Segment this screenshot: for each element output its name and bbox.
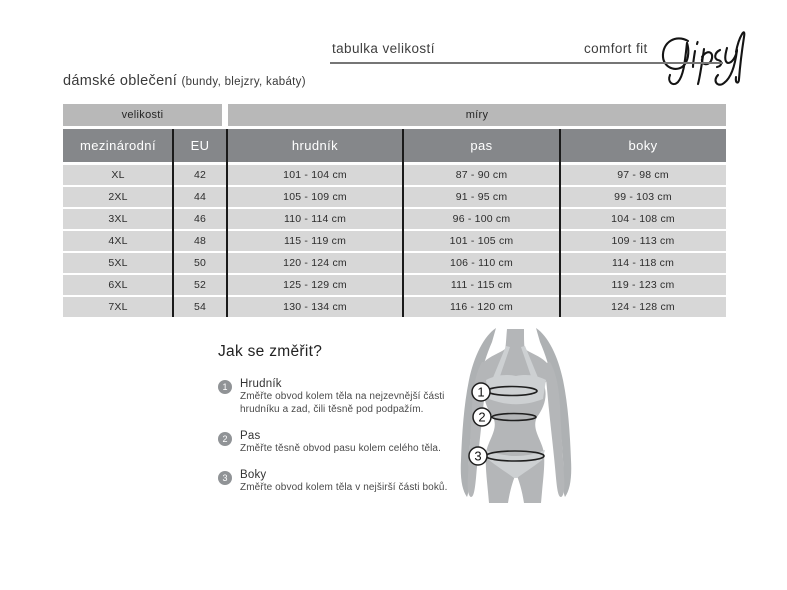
table-cell: 4XL (63, 231, 173, 251)
column-header: hrudník (227, 129, 403, 162)
list-item-text (240, 378, 468, 416)
table-row (63, 275, 726, 295)
table-cell: XL (63, 165, 173, 185)
female-silhouette-figure (440, 318, 620, 518)
table-row (63, 165, 726, 185)
table-cell: 96 - 100 cm (403, 209, 560, 229)
table-cell: 130 - 134 cm (227, 297, 403, 317)
table-cell: 2XL (63, 187, 173, 207)
table-cell: 54 (173, 297, 227, 317)
list-item-text (240, 469, 447, 494)
table-cell: 101 - 105 cm (403, 231, 560, 251)
table-cell: 124 - 128 cm (560, 297, 726, 317)
column-header: boky (560, 129, 726, 162)
table-row (63, 297, 726, 317)
marker-number: 2 (478, 409, 486, 425)
list-item-label: Boky (240, 469, 267, 481)
table-cell: 101 - 104 cm (227, 165, 403, 185)
number-badge: 2 (218, 432, 232, 446)
list-item-text (240, 430, 441, 455)
table-cell: 7XL (63, 297, 173, 317)
table-row (63, 209, 726, 229)
table-row (63, 231, 726, 251)
column-header: mezinárodní (63, 129, 173, 162)
table-cell: 115 - 119 cm (227, 231, 403, 251)
size-table-body (63, 165, 726, 317)
column-divider (226, 129, 228, 317)
section-title (63, 73, 306, 89)
marker-number: 1 (477, 384, 485, 400)
table-cell: 46 (173, 209, 227, 229)
page-title: tabulka velikostí (332, 41, 435, 56)
number-badge: 1 (218, 380, 232, 394)
how-to-measure-section (218, 343, 470, 508)
column-divider (172, 129, 174, 317)
table-cell: 44 (173, 187, 227, 207)
list-item-desc: Změřte těsně obvod pasu kolem celého těla. (240, 443, 441, 454)
fit-label: comfort fit (584, 41, 648, 56)
group-header-measures: míry (228, 104, 726, 126)
table-cell: 42 (173, 165, 227, 185)
table-group-header-row (63, 104, 726, 126)
table-cell: 50 (173, 253, 227, 273)
table-cell: 104 - 108 cm (560, 209, 726, 229)
header-divider (330, 62, 723, 64)
size-table (63, 104, 726, 319)
column-header: pas (403, 129, 560, 162)
table-cell: 106 - 110 cm (403, 253, 560, 273)
table-row (63, 253, 726, 273)
table-cell: 111 - 115 cm (403, 275, 560, 295)
table-cell: 91 - 95 cm (403, 187, 560, 207)
list-item (218, 430, 470, 455)
table-cell: 110 - 114 cm (227, 209, 403, 229)
table-cell: 87 - 90 cm (403, 165, 560, 185)
table-cell: 5XL (63, 253, 173, 273)
table-cell: 52 (173, 275, 227, 295)
table-cell: 48 (173, 231, 227, 251)
column-divider (559, 129, 561, 317)
size-table-header-row (63, 129, 726, 162)
number-badge: 3 (218, 471, 232, 485)
how-to-title: Jak se změřit? (218, 343, 323, 360)
table-cell: 114 - 118 cm (560, 253, 726, 273)
table-cell: 116 - 120 cm (403, 297, 560, 317)
section-title-main: dámské oblečení (63, 73, 178, 89)
list-item-label: Pas (240, 430, 261, 442)
table-row (63, 187, 726, 207)
table-cell: 125 - 129 cm (227, 275, 403, 295)
table-cell: 6XL (63, 275, 173, 295)
table-cell: 97 - 98 cm (560, 165, 726, 185)
list-item-label: Hrudník (240, 378, 282, 390)
list-item (218, 469, 470, 494)
marker-number: 3 (474, 448, 482, 464)
column-divider (402, 129, 404, 317)
group-header-sizes: velikosti (63, 104, 222, 126)
list-item-desc: Změřte obvod kolem těla v nejširší části boků. (240, 482, 448, 493)
gipsy-brand-logo-icon (654, 20, 750, 88)
list-item (218, 378, 470, 416)
table-cell: 119 - 123 cm (560, 275, 726, 295)
table-cell: 109 - 113 cm (560, 231, 726, 251)
table-cell: 120 - 124 cm (227, 253, 403, 273)
list-item-desc: Změřte obvod kolem těla na nejzevnější části hrudníku a zad, čili těsně pod podpažím. (240, 391, 445, 415)
table-cell: 99 - 103 cm (560, 187, 726, 207)
section-title-sub: (bundy, blejzry, kabáty) (181, 76, 306, 88)
column-header: EU (173, 129, 227, 162)
table-cell: 105 - 109 cm (227, 187, 403, 207)
table-cell: 3XL (63, 209, 173, 229)
